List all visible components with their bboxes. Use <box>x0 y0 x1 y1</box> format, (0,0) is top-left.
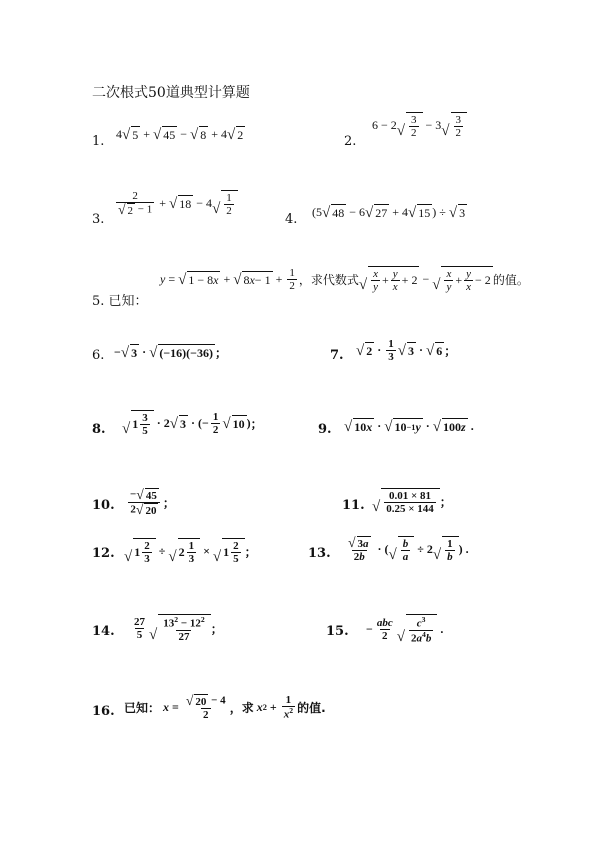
problem-6-semicolon: ； <box>215 346 228 360</box>
problem-5-expression: y = √ 1 − 8 x + √ 8 x − 1 + $\frac{1}{2}$ ，求代数式 √ $\frac{x}{y}$ + $\frac{y}{x}$ + 2 − √ $\frac{x}{y}$ + $\frac{y}{x}$ − 2 的值。 <box>160 267 529 294</box>
problem-8-semicolon: ； <box>250 417 263 432</box>
problem-12-expression: √ 1 $\frac{2}{3}$ ÷ √ 2 $\frac{1}{3}$ × √ 1 $\frac{2}{5}$ ； <box>124 540 257 566</box>
problem-10-semicolon: ； <box>162 496 175 511</box>
problem-3-number: 3. <box>92 212 105 227</box>
problem-6-number: 6. <box>92 348 105 363</box>
problem-13-number: 13. <box>308 546 331 561</box>
problem-15-period: . <box>440 621 444 636</box>
problem-7-semicolon: ； <box>444 344 457 359</box>
problem-5-mid-text: ，求代数式 <box>298 273 359 288</box>
problem-15-expression: − $\frac{\text{abc}}{2}$ √ $\frac{c^3}{2a^4b}$ . <box>366 615 444 645</box>
problem-4-number: 4. <box>285 212 298 227</box>
problem-11-expression: √ $\frac{0.01 \times 81}{0.25 \times 144}$ ； <box>372 490 452 516</box>
page-title: 二次根式50道典型计算题 <box>92 85 250 101</box>
problem-6-expression: − √ 3 · √ (−16)(−36) ； <box>114 345 228 361</box>
problem-13-period: . <box>465 542 469 557</box>
problem-14-number: 14. <box>92 624 115 639</box>
problem-11-semicolon: ； <box>439 495 452 510</box>
problem-8-expression: √ 1 $\frac{3}{5}$ · 2 √ 3 · (− $\frac{1}{2}$ √ 10 ) ； <box>122 411 263 438</box>
problem-4-expression: (5 √ 48 − 6 √ 27 + 4 √ 15 ) ÷ √ 3 <box>312 205 466 221</box>
problem-3-expression: 2 √ 2 − 1 + √ 18 − 4 √ $\frac{1}{2}$ <box>114 190 238 217</box>
problem-2-expression: 6 − 2 √ $\frac{3}{2}$ − 3 √ $\frac{3}{2}$ <box>372 112 467 139</box>
problem-9-period: . <box>470 419 474 433</box>
problem-7-number: 7. <box>330 348 344 363</box>
problem-2-number: 2. <box>344 134 357 149</box>
problem-10-expression: − √ 45 2 √ 20 ； <box>130 487 175 518</box>
problem-5-end-text: 的值。 <box>492 273 529 288</box>
problem-15-number: 15. <box>326 624 349 639</box>
problem-9-number: 9. <box>318 422 332 437</box>
problem-11-number: 11. <box>342 498 365 513</box>
problem-14-expression: $\frac{27}{5}$ √ $\frac{13^2 - 12^2}{27}$ ； <box>134 615 223 643</box>
problem-12-semicolon: ； <box>244 545 257 560</box>
problem-1-expression: 4 √ 5 + √ 45 − √ 8 + 4 √ 2 <box>116 127 244 143</box>
problem-16-expression: 已知： x = √ 20 − 4 2 ，求 x 2 + $\frac{1}{x^2}$ 的值. <box>124 693 326 722</box>
problem-16-mid-text: ，求 <box>229 701 254 716</box>
problem-8-number: 8. <box>92 422 106 437</box>
problem-14-semicolon: ； <box>210 621 223 636</box>
problem-5-number: 5. 已知： <box>92 294 148 309</box>
problem-12-number: 12. <box>92 546 115 561</box>
problem-16-pre-text: 已知： <box>124 701 161 716</box>
problem-16-post-text: 的值. <box>297 701 326 716</box>
problem-9-expression: √ 10 x · √ 10 −1 y · √ 100 z . <box>344 419 474 435</box>
problem-13-expression: √ 3 a 2b · ( √ $\frac{b}{a}$ ÷ 2 √ $\frac{1}{b}$ ) . <box>348 535 469 564</box>
problem-7-expression: √ 2 · $\frac{1}{3}$ √ 3 · √ 6 ； <box>356 338 457 364</box>
problem-10-number: 10. <box>92 498 115 513</box>
problem-16-number: 16. <box>92 704 115 719</box>
problem-1-number: 1. <box>92 134 105 149</box>
